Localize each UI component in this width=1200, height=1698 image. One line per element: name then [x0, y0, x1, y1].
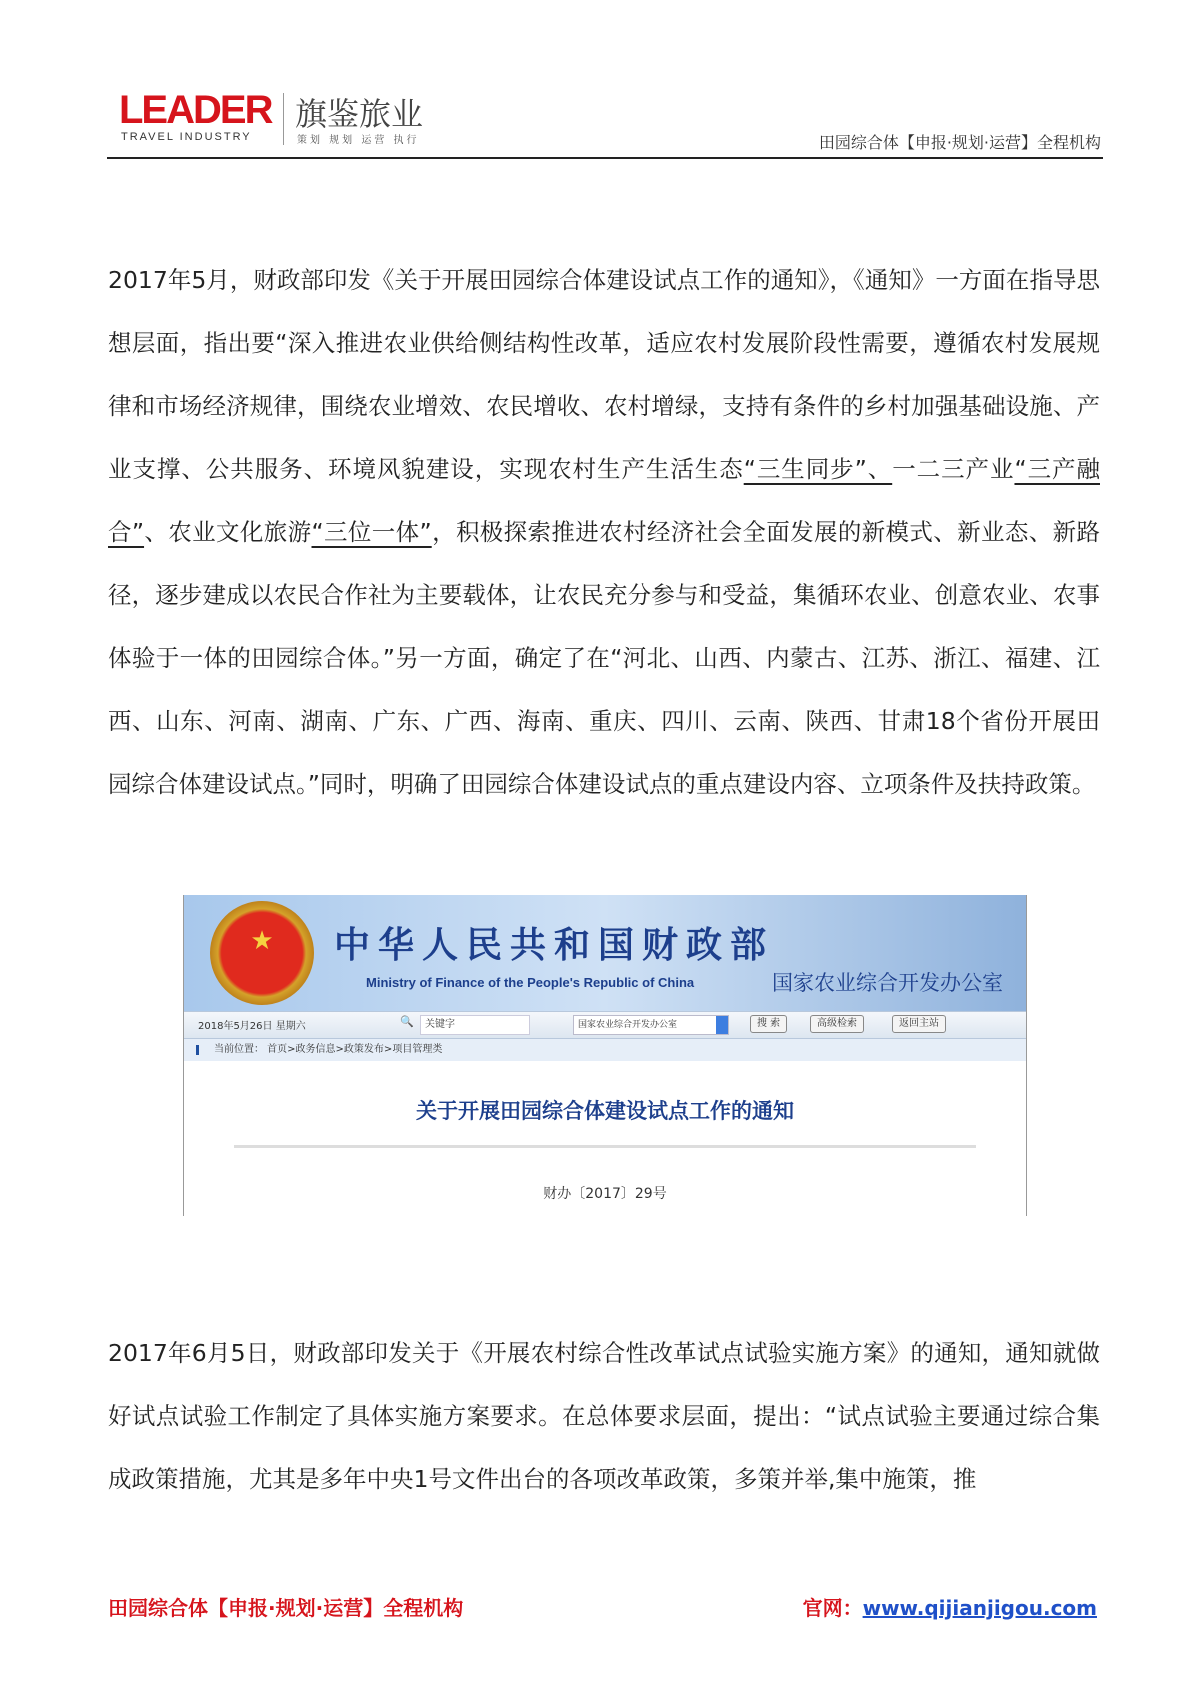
logo-subtitle: TRAVEL INDUSTRY [121, 131, 252, 143]
logo-cn: 旗鉴旅业 [295, 95, 424, 133]
page-header [107, 85, 1103, 159]
search-icon: 🔍 [400, 1015, 414, 1028]
office-name: 国家农业综合开发办公室 [772, 971, 1003, 995]
embedded-screenshot [183, 895, 1027, 1216]
header-tagline: 田园综合体【申报·规划·运营】全程机构 [818, 133, 1101, 152]
notice-title: 关于开展田园综合体建设试点工作的通知 [416, 1099, 794, 1123]
footer-tagline: 田园综合体【申报·规划·运营】全程机构 [108, 1596, 464, 1620]
divider [234, 1145, 976, 1148]
site-select[interactable]: 国家农业综合开发办公室 [573, 1015, 729, 1035]
logo: LEADER [119, 88, 272, 132]
underlined-phrase: “三位一体” [311, 518, 432, 546]
paragraph-2: 2017年6月5日，财政部印发关于《开展农村综合性改革试点试验实施方案》的通知，通知就做好试点试验工作制定了具体实施方案要求。在总体要求层面，提出：“试点试验主要通过综合集成政策措施，尤其是多年中央1号文件出台的各项改革政策，多策并举,集中施策，推 [108, 1339, 1100, 1493]
logo-cn-subtitle: 策划 规划 运营 执行 [297, 135, 420, 146]
site-label: 官网： [802, 1596, 863, 1620]
text-segment: ，积极探索推进农村经济社会全面发展的新模式、新业态、新路径，逐步建成以农民合作社为主要载体，让农民充分参与和受益，集循环农业、创意农业、农事体验于一体的田园综合体。”另一方面，确定了在“河北、山西、内蒙古、江苏、浙江、福建、江西、山东、河南、湖南、广东、广西、海南、重庆、四川、云南、陕西、甘肃18个省份开展田园综合体建设试点。”同时，明确了田园综合体建设试点的重点建设内容、立项条件及扶持政策。 [108, 518, 1101, 798]
site-link[interactable]: www.qijianjigou.com [862, 1596, 1097, 1620]
search-button[interactable]: 搜 索 [750, 1015, 787, 1033]
breadcrumb: 当前位置： 首页>政务信息>政策发布>项目管理类 [184, 1039, 1026, 1061]
date-text: 2018年5月26日 星期六 [198, 1021, 306, 1032]
text-segment: 2017年5月，财政部印发《关于开展田园综合体建设试点工作的通知》，《通知》一方面在指导思想层面，指出要“深入推进农业供给侧结构性改革，适应农村发展阶段性需要，遵循农村发展规律和市场经济规律，围绕农业增效、农民增收、农村增绿，支持有条件的乡村加强基础设施、产业支撑、公共服务、环境风貌建设，实现农村生产生活生态 [108, 266, 1100, 483]
text-segment: 、农业文化旅游 [144, 518, 312, 546]
text-segment: 一二三产业 [892, 455, 1015, 483]
logo-divider [283, 93, 284, 145]
underlined-phrase: “三生同步”、 [743, 455, 893, 483]
footer-site [803, 1592, 1097, 1621]
home-button[interactable]: 返回主站 [892, 1015, 946, 1033]
keyword-input[interactable]: 关键字 [420, 1015, 530, 1035]
toolbar [184, 1011, 1026, 1039]
advanced-search-button[interactable]: 高级检索 [810, 1015, 864, 1033]
ministry-title: 中华人民共和国财政部 [334, 925, 775, 966]
national-emblem-icon: ★ [210, 901, 314, 1005]
banner [184, 895, 1026, 1011]
paragraph-1 [108, 249, 1100, 816]
notice-number: 财办〔2017〕29号 [543, 1186, 667, 1202]
underlined-phrase: “三产融合” [108, 455, 1100, 546]
ministry-title-en: Ministry of Finance of the People's Republic of China [366, 975, 695, 990]
